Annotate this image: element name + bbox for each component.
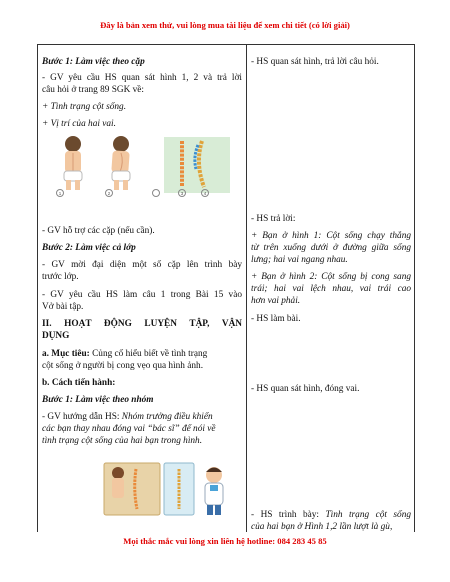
right-roleplay: - HS quan sát hình, đóng vai. — [251, 384, 360, 394]
right-do-exercise: - HS làm bài. — [251, 314, 301, 324]
goal-label: a. Mục tiêu: — [42, 349, 90, 359]
guide-prefix: - GV hướng dẫn HS: — [42, 412, 122, 422]
right-fig1-line2: từ trên xuống dưới ở đường giữa sống — [251, 243, 411, 253]
fig-label-3: 3 — [180, 191, 184, 196]
how-label: b. Cách tiến hành: — [42, 378, 116, 388]
right-observe-answer: - HS quan sát hình, trả lời câu hỏi. — [251, 57, 379, 67]
step2-title: Bước 2: Làm việc cả lớp — [42, 243, 136, 253]
step1-text-line1: - GV yêu cầu HS quan sát hình 1, 2 và trả lời — [42, 73, 242, 83]
column-divider — [246, 45, 247, 532]
fig-label-4: 4 — [203, 191, 207, 196]
fig-label-2: 2 — [107, 191, 111, 196]
step2-text-line1: - GV mời đại diện một số cặp lên trình bày — [42, 260, 242, 270]
bullet-shoulders: + Vị trí của hai vai. — [42, 119, 116, 129]
right-fig2-line3: hơn vai phải. — [251, 296, 301, 306]
spine-figures-image — [52, 135, 234, 198]
fig-label-1: 1 — [58, 191, 62, 196]
right-answer-intro: - HS trả lời: — [251, 214, 296, 224]
step1-title: Bước 1: Làm việc theo cặp — [42, 57, 145, 67]
support-text: - GV hỗ trợ các cặp (nếu cần). — [42, 226, 155, 236]
hotline-banner: Mọi thắc mắc vui lòng xin liên hệ hotline: 084 283 45 85 — [123, 536, 327, 546]
goal-line2: cột sống ở người bị cong vẹo qua hình ảnh. — [42, 361, 204, 371]
right-present-line1 — [251, 509, 411, 521]
step2-text-line2: trước lớp. — [42, 272, 79, 282]
right-fig2-line2: trái; hai vai lệch nhau, vai trái cao — [251, 284, 411, 294]
preview-banner: Đây là bản xem thử, vui lòng mua tài liệu để xem chi tiết (có lời giải) — [100, 20, 350, 30]
child-figure-2 — [106, 136, 160, 197]
right-fig1-line1: + Bạn ở hình 1: Cột sống chạy thẳng — [251, 231, 411, 241]
doctor-figure — [205, 467, 223, 515]
step1-text-line2: câu hỏi ở trang 89 SGK về: — [42, 85, 144, 95]
lesson-table — [37, 44, 415, 532]
goal-line1 — [42, 348, 242, 360]
group-step-title: Bước 1: Làm việc theo nhóm — [42, 395, 154, 405]
right-present-line2: của hai bạn ở Hình 1,2 lần lượt là gù, — [251, 522, 393, 532]
section-title-line1: II. HOẠT ĐỘNG LUYỆN TẬP, VẬN — [42, 319, 242, 329]
child-figure-1 — [57, 136, 83, 197]
bullet-spine: + Tình trạng cột sống. — [42, 102, 127, 112]
section-title-line2: DỤNG — [42, 331, 70, 341]
goal-text: Củng cố hiểu biết về tình trạng — [89, 349, 208, 359]
right-fig2-line1: + Bạn ở hình 2: Cột sống bị cong sang — [251, 272, 411, 282]
guide-line2: các bạn thay nhau đóng vai “bác sĩ” để nói về — [42, 424, 216, 434]
guide-italic: Nhóm trưởng điều khiển — [121, 412, 213, 422]
guide-line1 — [42, 411, 242, 423]
right-present-prefix: - HS trình bày: — [251, 510, 326, 520]
step2-text-line3: - GV yêu cầu HS làm câu 1 trong Bài 15 vào — [42, 290, 242, 300]
guide-line3: tình trạng cột sống của hai bạn trong hình. — [42, 436, 203, 446]
right-present-italic: Tình trạng cột sống — [325, 510, 411, 520]
doctor-roleplay-image — [102, 459, 232, 519]
right-fig1-line3: lưng; hai vai ngang nhau. — [251, 255, 348, 265]
step2-text-line4: Vở bài tập. — [42, 302, 84, 312]
